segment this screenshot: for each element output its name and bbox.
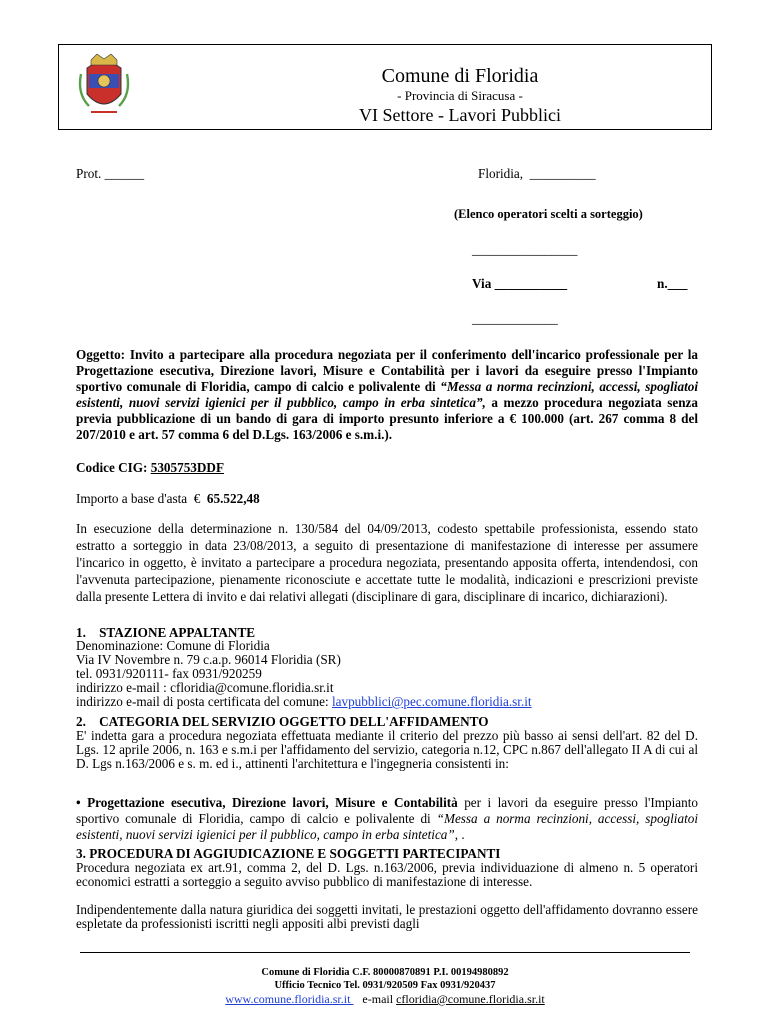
bullet-works-title: “Messa a norma recinzioni, accessi, spogliatoi esistenti, nuovi servizi igienici per il pubblico, campo in erba sintetica” [76,811,698,842]
cig-value: 5305753DDF [150,460,224,475]
section3-paragraph1: Procedura negoziata ex art.91, comma 2, del D. Lgs. n.163/2006, previa individuazione di almeno n. 5 operatori economici estratti a sorteggio a seguito avviso pubblico di manifestazione di interesse. [76,860,698,889]
city-blank: _____________ [472,311,558,326]
pec-email-link[interactable]: lavpubblici@pec.comune.floridia.sr.it [331,694,532,709]
section1-line1: Denominazione: Comune di Floridia [76,638,270,653]
footer-office-info: Ufficio Tecnico Tel. 0931/920509 Fax 0931/920437 [274,980,496,991]
protocol-field: Prot. ______ [76,166,145,181]
section1-heading: 1. STAZIONE APPALTANTE [76,625,256,640]
amount-value: 65.522,48 [206,491,260,506]
footer-fiscal-info: Comune di Floridia C.F. 80000870891 P.I. 00194980892 [261,967,509,978]
section2-paragraph: E' indetta gara a procedura negoziata effettuata mediante il criterio del prezzo più basso ai sensi dell'art. 82 del D. Lgs. 12 aprile 2006, n. 163 e s.m.i per l'affidamento del servizio, categoria n.12, CPC n.867 dell'allegato II A di cui al D. Lgs n.163/2006 e s. m. ed i., attinenti l'architettura e l'ingegneria consistenti in: [76,728,698,771]
subject-works-title: “Messa a norma recinzioni, accessi, spogliatoi esistenti, nuovi servizi igienici per il pubblico, campo in erba sintetica”, [76,379,698,410]
section1-line3: tel. 0931/920111- fax 0931/920259 [76,666,262,681]
via-field: Via ___________ [472,276,568,291]
amount-label: Importo a base d'asta € [76,491,207,506]
section3-heading: 3. PROCEDURA DI AGGIUDICAZIONE E SOGGETTI PARTECIPANTI [76,846,501,861]
intro-paragraph: In esecuzione della determinazione n. 130/584 del 04/09/2013, codesto spettabile professionista, essendo stato estratto a sorteggio in data 23/08/2013, a seguito di presentazione di manifestazione di interesse per assumere l'incarico in oggetto, è invitato a partecipare a procedura negoziata, presentando apposita offerta, intendendosi, con l'avvenuta partecipazione, pienamente riconosciute e accettate tutte le modalità, indicazioni e prescrizioni previste dalla presente Lettera di invito e dai relativi allegati (disciplinare di gara, disciplinare di incarico, dichiarazioni). [76,521,698,604]
section2-heading: 2. CATEGORIA DEL SERVIZIO OGGETTO DELL'AFFIDAMENTO [76,714,489,729]
number-field: n.___ [657,276,688,291]
base-amount [76,492,260,506]
website-link[interactable]: www.comune.floridia.sr.it [225,992,354,1006]
place-date-field: Floridia, __________ [478,166,596,181]
letterhead [58,44,712,130]
recipient-blank: ________________ [472,242,578,257]
subject-paragraph [76,347,698,443]
bullet-bold-text: Progettazione esecutiva, Direzione lavori, Misure e Contabilità [87,795,458,810]
subject-label: Oggetto: [76,347,126,362]
subject-text: Invito a partecipare alla procedura negoziata per il conferimento dell'incarico professionale per la Progettazione esecutiva, Direzione lavori, Misure e Contabilità per i lavori da eseguire presso l'Impianto sportivo comunale di Floridia, campo di calcio e polivalente di [76,347,699,394]
section1-pec [76,695,532,709]
municipality-title: Comune di Floridia [381,65,539,87]
section2-bullet-item [76,795,698,843]
footer-email-link[interactable]: cfloridia@comune.floridia.sr.it [396,992,545,1006]
footer-divider [80,952,690,953]
section3-paragraph2: Indipendentemente dalla natura giuridica dei soggetti invitati, le prestazioni oggetto dell'affidamento dovranno essere espletate da professionisti iscritti negli appositi albi previsti dagli [76,902,698,931]
cig-label: Codice CIG: [76,460,151,475]
bullet-text: per i lavori da eseguire presso l'Impianto sportivo comunale di Floridia, campo di calcio e polivalente di [76,795,698,826]
email-label: e-mail [353,992,397,1006]
footer-contacts [0,993,770,1006]
subject-text-end: a mezzo procedura negoziata senza previa pubblicazione di un bando di gara di importo presunto inferiore a € 100.000 (art. 267 comma 8 del 207/2010 e art. 57 comma 6 del D.Lgs. 163/2006 e s.m.i.). [76,395,698,442]
bullet-end: , . [454,827,465,842]
bullet-icon: • [76,795,81,810]
cig-code [76,461,224,475]
recipient-note: (Elenco operatori scelti a sorteggio) [454,207,643,221]
sector-title: VI Settore - Lavori Pubblici [359,105,561,125]
section1-line4: indirizzo e-mail : cfloridia@comune.floridia.sr.it [76,680,334,695]
province-subtitle: - Provincia di Siracusa - [397,88,523,103]
pec-label: indirizzo e-mail di posta certificata del comune: [76,694,332,709]
section1-line2: Via IV Novembre n. 79 c.a.p. 96014 Floridia (SR) [76,652,341,667]
